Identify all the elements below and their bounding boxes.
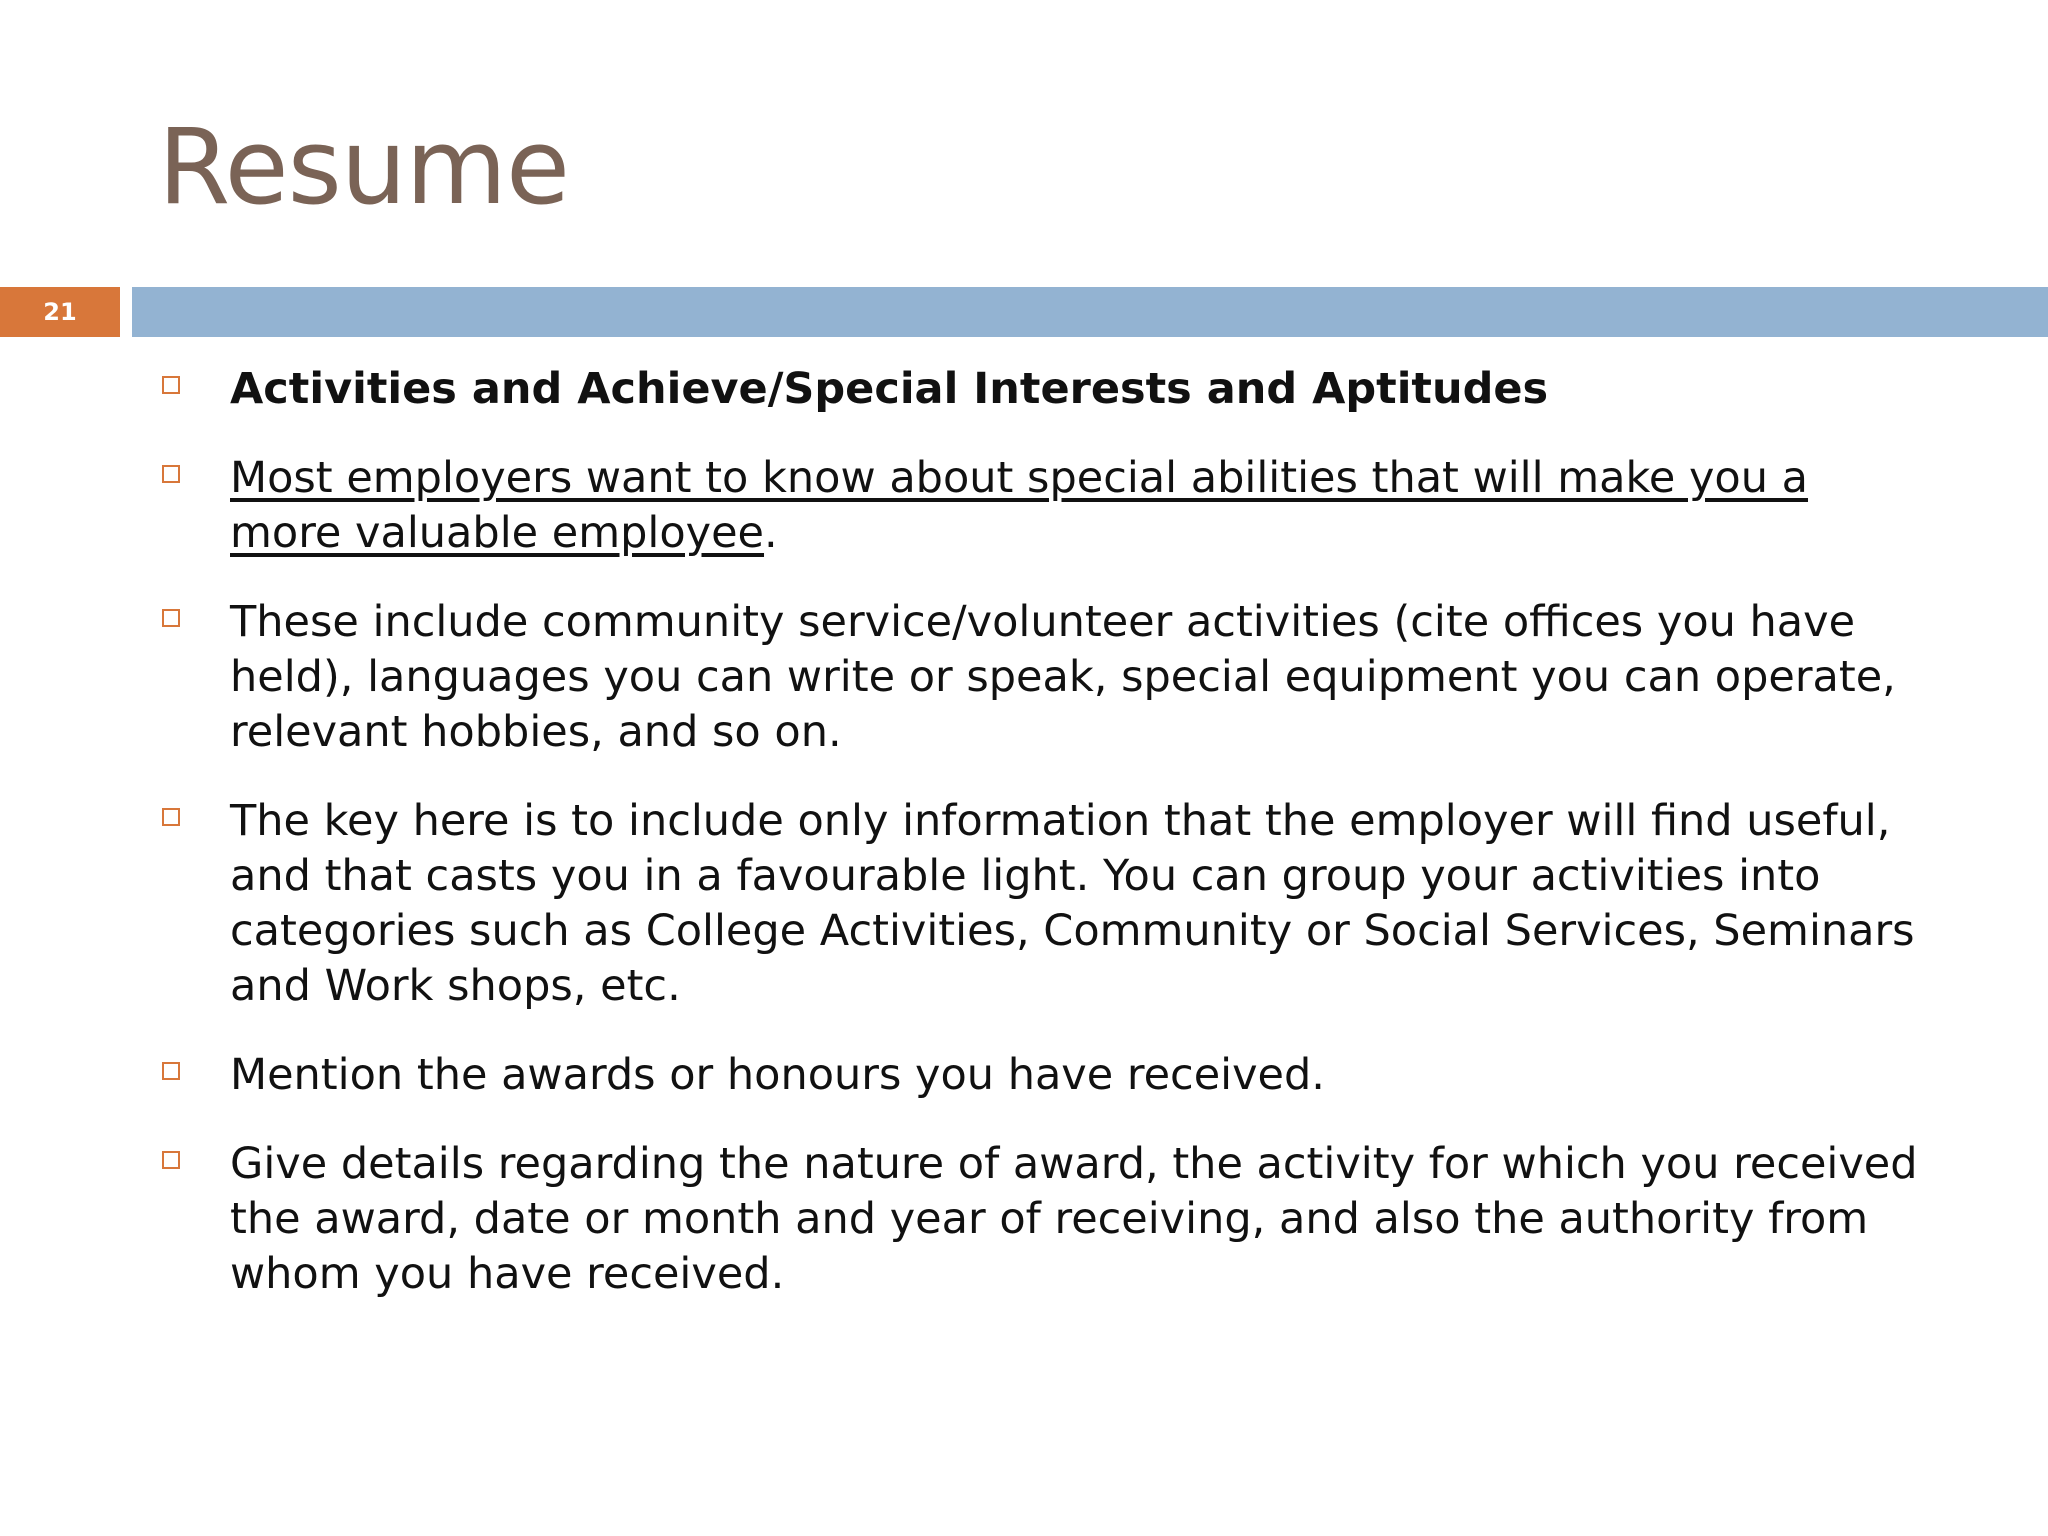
square-bullet-icon	[162, 808, 180, 826]
bullet-item-awards	[158, 1048, 1918, 1103]
bullet-item-award-details	[158, 1137, 1918, 1302]
bullet-item-activities	[158, 595, 1918, 760]
bullet-item-heading	[158, 362, 1918, 417]
bullet-text: Mention the awards or honours you have received.	[230, 1050, 1325, 1100]
slide-number: 21	[43, 298, 77, 326]
bullet-list	[158, 362, 1918, 1336]
bullet-text: Activities and Achieve/Special Interests and Aptitudes	[230, 364, 1549, 414]
bullet-text: Most employers want to know about special abilities that will make you a more valuable employee	[230, 453, 1809, 558]
square-bullet-icon	[162, 376, 180, 394]
bullet-item-employers	[158, 451, 1918, 561]
slide-title: Resume	[158, 106, 569, 228]
square-bullet-icon	[162, 609, 180, 627]
square-bullet-icon	[162, 465, 180, 483]
bullet-item-key-info	[158, 794, 1918, 1014]
square-bullet-icon	[162, 1062, 180, 1080]
square-bullet-icon	[162, 1151, 180, 1169]
bullet-trailing-punctuation: .	[764, 508, 778, 558]
header-divider-bar	[132, 287, 2048, 337]
bullet-text: The key here is to include only information that the employer will find useful, and that casts you in a favourable light. You can group your activities into categories such as College Activities, Community or Social Services, Seminars and Work shops, etc.	[230, 796, 1915, 1011]
bullet-text: These include community service/volunteer activities (cite offices you have held), languages you can write or speak, special equipment you can operate, relevant hobbies, and so on.	[230, 597, 1896, 757]
bullet-text: Give details regarding the nature of award, the activity for which you received the award, date or month and year of receiving, and also the authority from whom you have received.	[230, 1139, 1918, 1299]
slide-number-badge	[0, 287, 120, 337]
